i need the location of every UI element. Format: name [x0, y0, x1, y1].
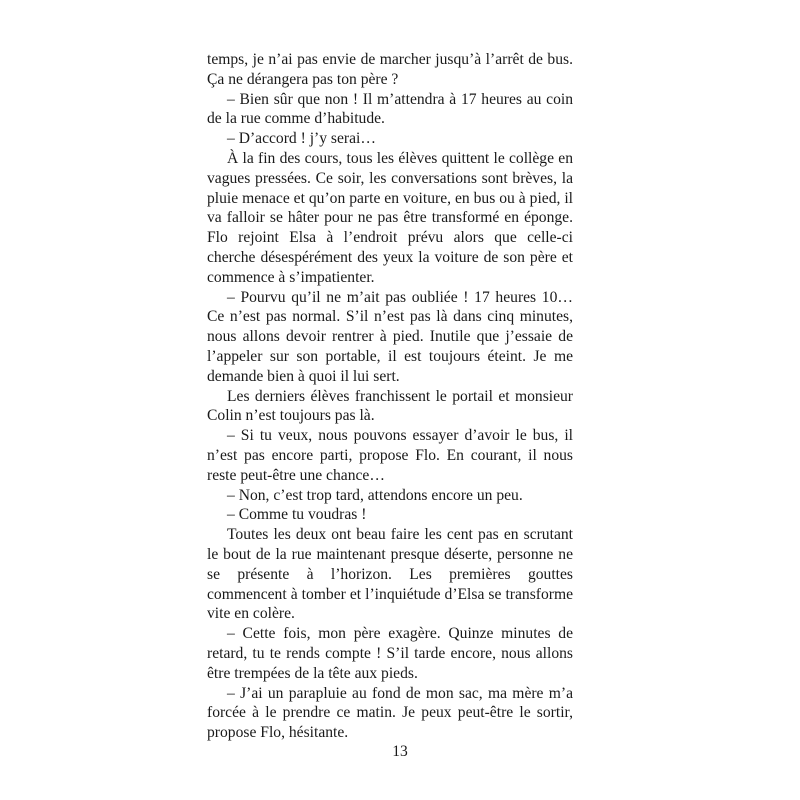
- paragraph: – Cette fois, mon père exagère. Quinze minutes de retard, tu te rends compte ! S’il tarde encore, nous allons être trempées de la tête aux pieds.: [207, 625, 573, 682]
- page-number: 13: [392, 743, 408, 760]
- paragraph: – J’ai un parapluie au fond de mon sac, ma mère m’a forcée à le prendre ce matin. Je peux peut-être le sortir, propose Flo, hésitante.: [207, 684, 573, 742]
- paragraph: temps, je n’ai pas envie de marcher jusqu’à l’arrêt de bus. Ça ne dérangera pas ton père ?: [207, 51, 573, 88]
- paragraph: Les derniers élèves franchissent le portail et monsieur Colin n’est toujours pas là.: [207, 387, 573, 425]
- paragraph: – Non, c’est trop tard, attendons encore un peu.: [227, 486, 523, 504]
- paragraph: – Comme tu voudras !: [227, 506, 367, 524]
- body-text: [207, 50, 573, 743]
- paragraph: – Bien sûr que non ! Il m’attendra à 17 heures au coin de la rue comme d’habitude.: [207, 90, 573, 128]
- paragraph: – Pourvu qu’il ne m’ait pas oubliée ! 17 heures 10… Ce n’est pas normal. S’il n’est pas là dans cinq minutes, nous allons devoir rentrer à pied. Inutile que j’essaie de l’appeler sur son portable, il est toujours éteint. Je me demande bien à quoi il lui sert.: [207, 288, 573, 385]
- paragraph: Toutes les deux ont beau faire les cent pas en scrutant le bout de la rue maintenant presque déserte, personne ne se présente à l’horizon. Les premières gouttes commencent à tomber et l’inquiétude d’Elsa se transforme vite en colère.: [207, 526, 573, 623]
- paragraph: – Si tu veux, nous pouvons essayer d’avoir le bus, il n’est pas encore parti, propose Flo. En courant, il nous reste peut-être une chance…: [207, 427, 573, 484]
- paragraph: À la fin des cours, tous les élèves quittent le collège en vagues pressées. Ce soir, les conversations sont brèves, la pluie menace et qu’on parte en voiture, en bus ou à pied, il va falloir se hâter pour ne pas être transformé en éponge. Flo rejoint Elsa à l’endroit prévu alors que celle-ci cherche désespérément des yeux la voiture de son père et commence à s’impatienter.: [207, 149, 573, 286]
- paragraph: – D’accord ! j’y serai…: [227, 130, 376, 148]
